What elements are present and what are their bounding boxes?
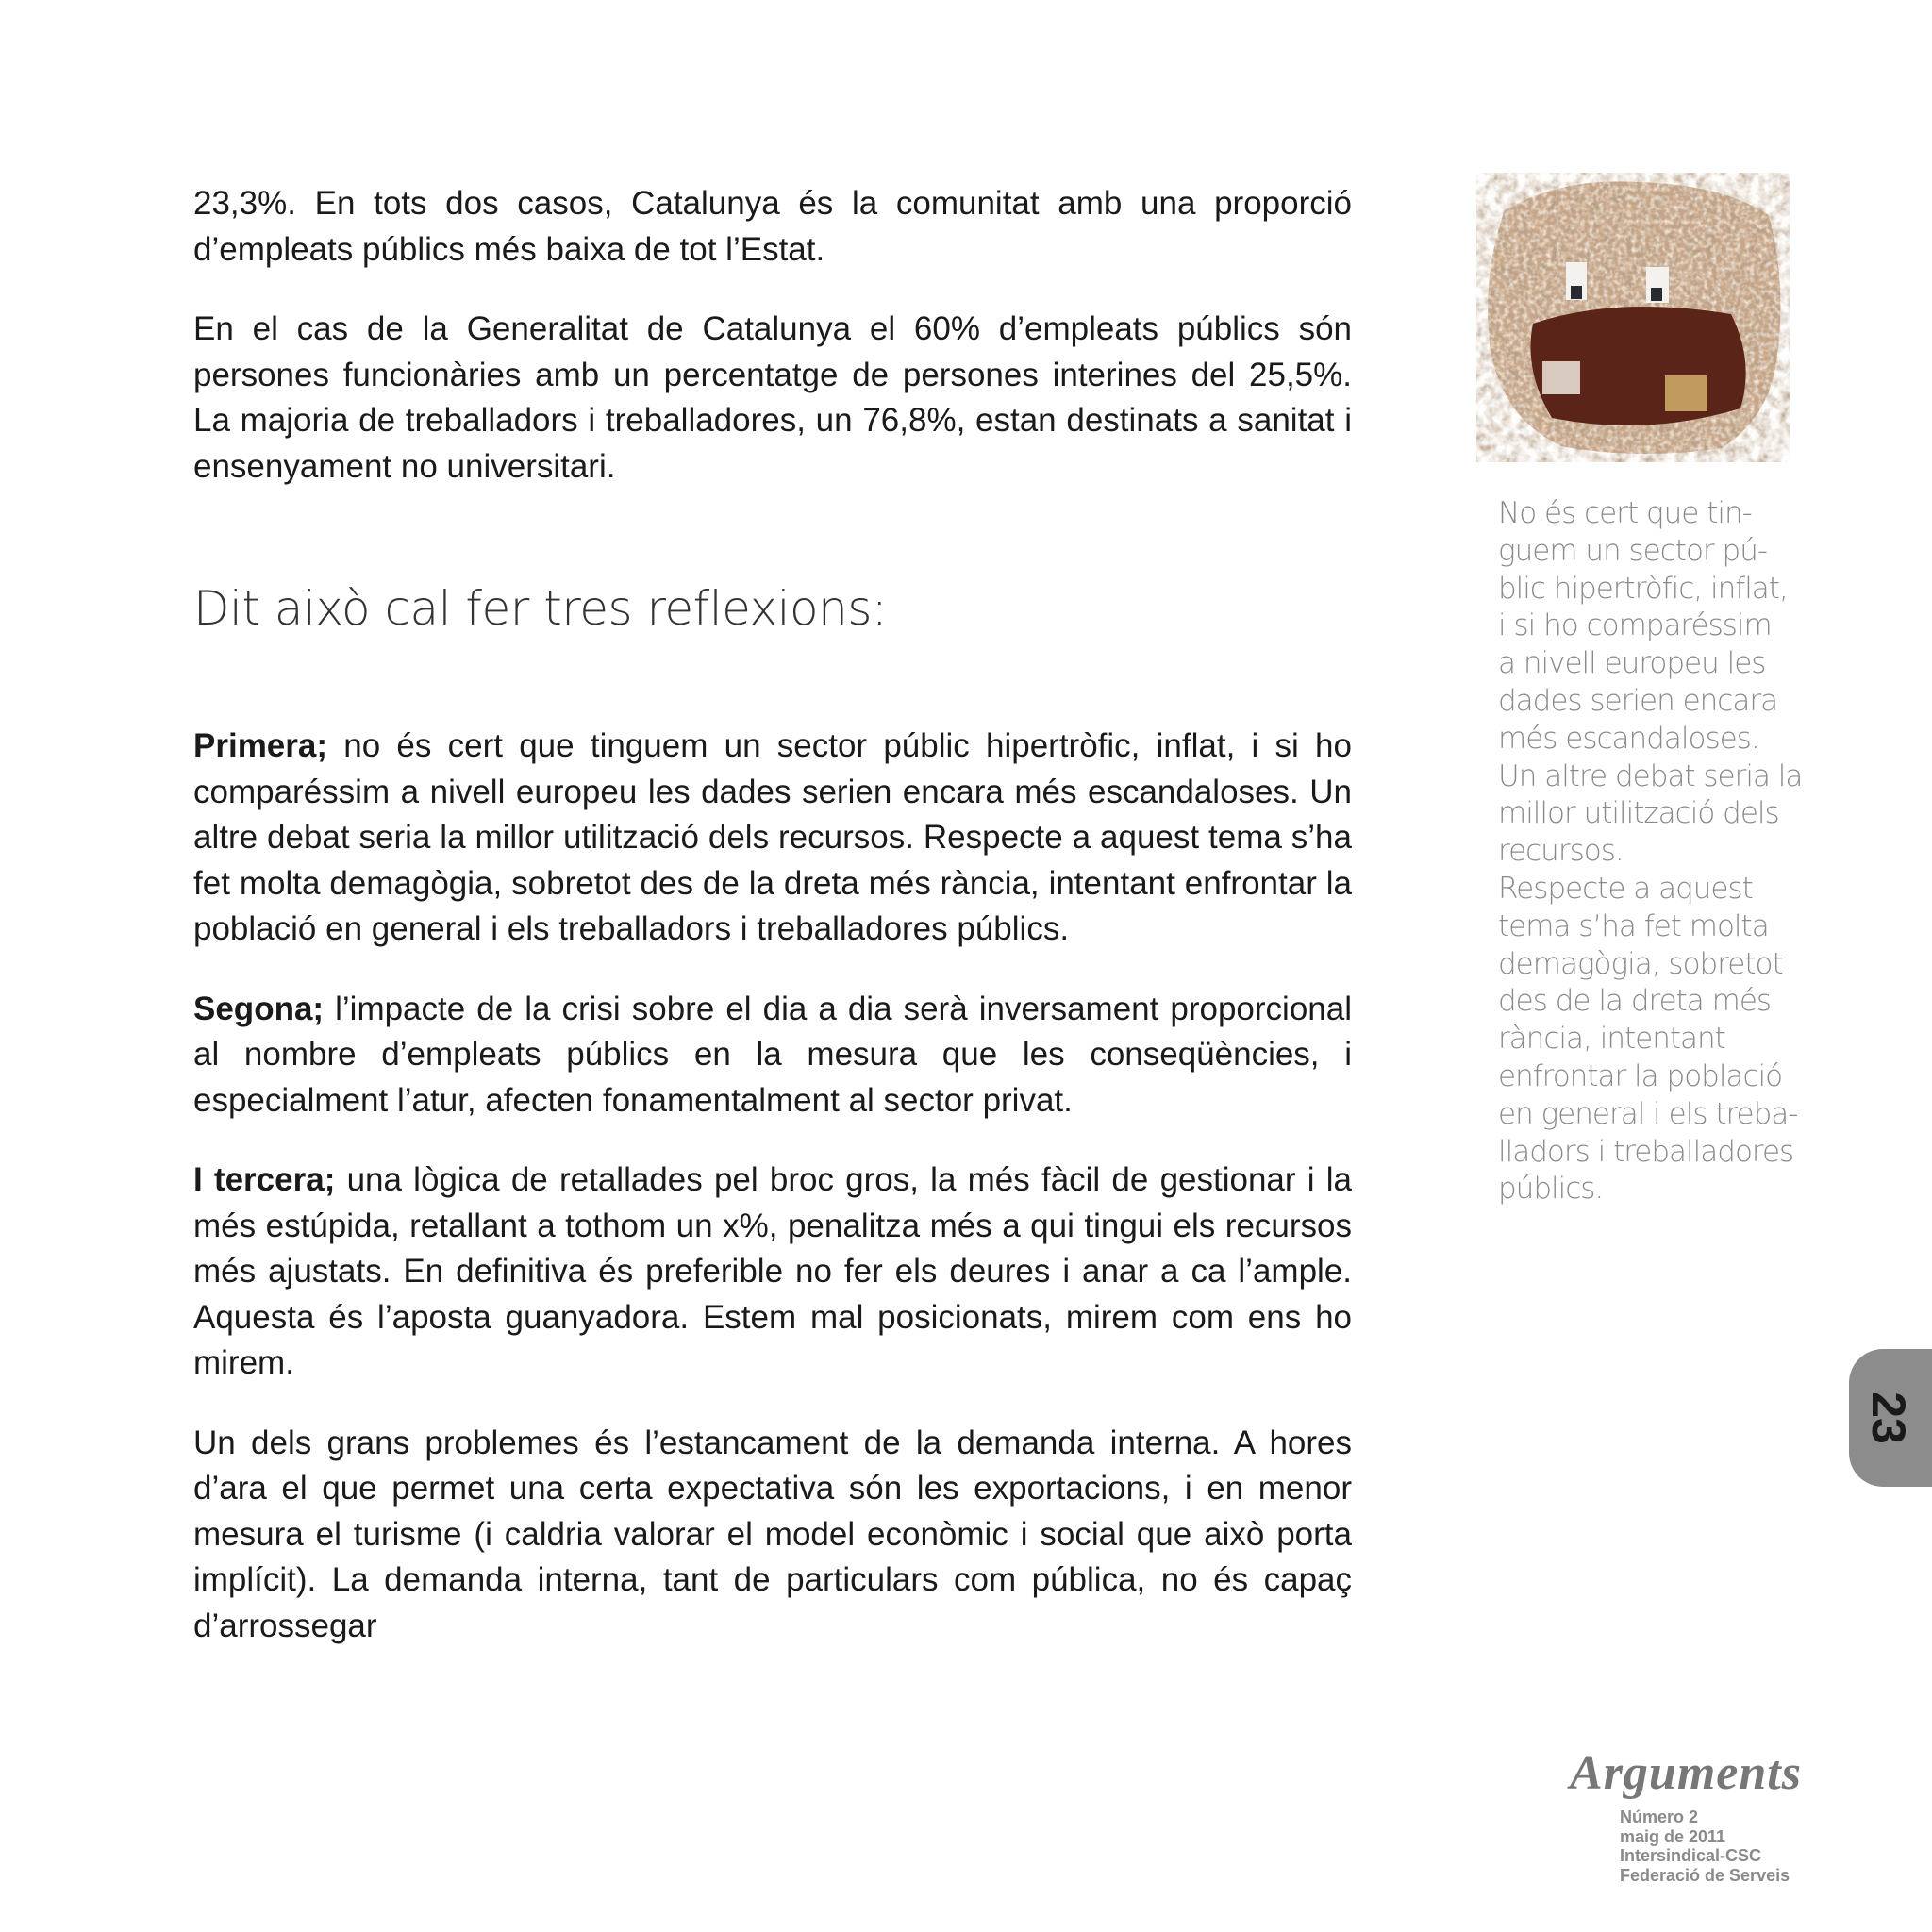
text-tercera: una lògica de retallades pel broc gros, la més fàcil de gestionar i la més estúpida, retallant a tothom un x%, penalitza més a qui tingui els recursos més ajustats. En definitiva és preferible no fer els deures i anar a ca l’ample. Aquesta és l’aposta guanyadora. Estem mal posicionats, mirem com ens ho mirem. [193,1161,1352,1381]
lead-primera: Primera; [193,727,328,764]
lead-segona: Segona; [193,990,325,1027]
article-photo [1476,173,1790,462]
pull-quote-line: lladors i treballadores [1498,1134,1794,1169]
pull-quote-line: rància, intentant [1498,1022,1725,1057]
federation: Federació de Serveis [1620,1865,1790,1885]
issue-date: maig de 2011 [1620,1826,1726,1846]
pull-quote-line: dades serien encara [1498,683,1778,718]
colophon [1620,1807,1827,1885]
magazine-logo: Arguments [1570,1746,1802,1800]
text-segona: l’impacte de la crisi sobre el dia a dia serà inversament proporcional al nombre d’empleats públics en la mesura que les conseqüències, i especialment l’atur, afecten fonamentalment al sector privat. [193,990,1352,1119]
section-heading: Dit això cal fer tres reflexions: [193,581,888,636]
paragraph: En el cas de la Generalitat de Catalunya el 60% d’empleats públics són persones funcionàries amb un percentatge de persones interines del 25,5%. La majoria de treballadors i treballadores, un 76,8%, estan destinats a sanitat i ensenyament no universitari. [193,310,1352,485]
article-body [193,181,1352,1649]
paragraph-segona [193,987,1352,1124]
page-number: 23 [1862,1391,1915,1444]
pull-quote-line: guem un sector pú- [1498,533,1768,568]
publisher: Intersindical-CSC [1620,1846,1762,1865]
text-primera: no és cert que tinguem un sector públic hipertròfic, inflat, i si ho comparéssim a nivell europeu les dades serien encara més escandaloses. Un altre debat seria la millor utilització dels recursos. Respecte a aquest tema s’ha fet molta demagògia, sobretot des de la dreta més rància, intentant enfrontar la població en general i els treballadors i treballadores públics. [193,727,1352,947]
pull-quote [1498,495,1803,1208]
pull-quote-line: a nivell europeu les [1498,646,1766,681]
pull-quote-line: Un altre debat seria la [1498,758,1803,793]
pull-quote-line: des de la dreta més [1498,984,1772,1019]
pull-quote-line: públics. [1498,1172,1604,1207]
paragraph: Un dels grans problemes és l’estancament de la demanda interna. A hores d’ara el que permet una certa expectativa són les exportacions, i en menor mesura el turisme (i caldria valorar el model econòmic i social que això porta implícit). La demanda interna, tant de particulars com pública, no és capaç d’arrossegar [193,1424,1352,1644]
pull-quote-line: enfrontar la població [1498,1058,1783,1093]
pull-quote-line: tema s’ha fet molta [1498,908,1769,943]
pull-quote-line: i si ho comparéssim [1498,608,1772,643]
issue-number: Número 2 [1620,1807,1699,1826]
paragraph-tercera [193,1158,1352,1387]
pull-quote-line: Respecte a aquest [1498,871,1753,906]
pull-quote-line: No és cert que tin- [1498,496,1752,530]
pull-quote-line: més escandaloses. [1498,721,1759,756]
lead-tercera: I tercera; [193,1161,336,1198]
pull-quote-line: recursos. [1498,834,1624,869]
pull-quote-line: blic hipertròfic, inflat, [1498,571,1788,606]
paragraph-primera [193,724,1352,953]
pull-quote-line: millor utilització dels [1498,796,1779,831]
paragraph: 23,3%. En tots dos casos, Catalunya és la comunitat amb una proporció d’empleats públics més baixa de tot l’Estat. [193,185,1352,268]
pull-quote-line: en general i els treba- [1498,1096,1798,1131]
pull-quote-line: demagògia, sobretot [1498,946,1783,981]
